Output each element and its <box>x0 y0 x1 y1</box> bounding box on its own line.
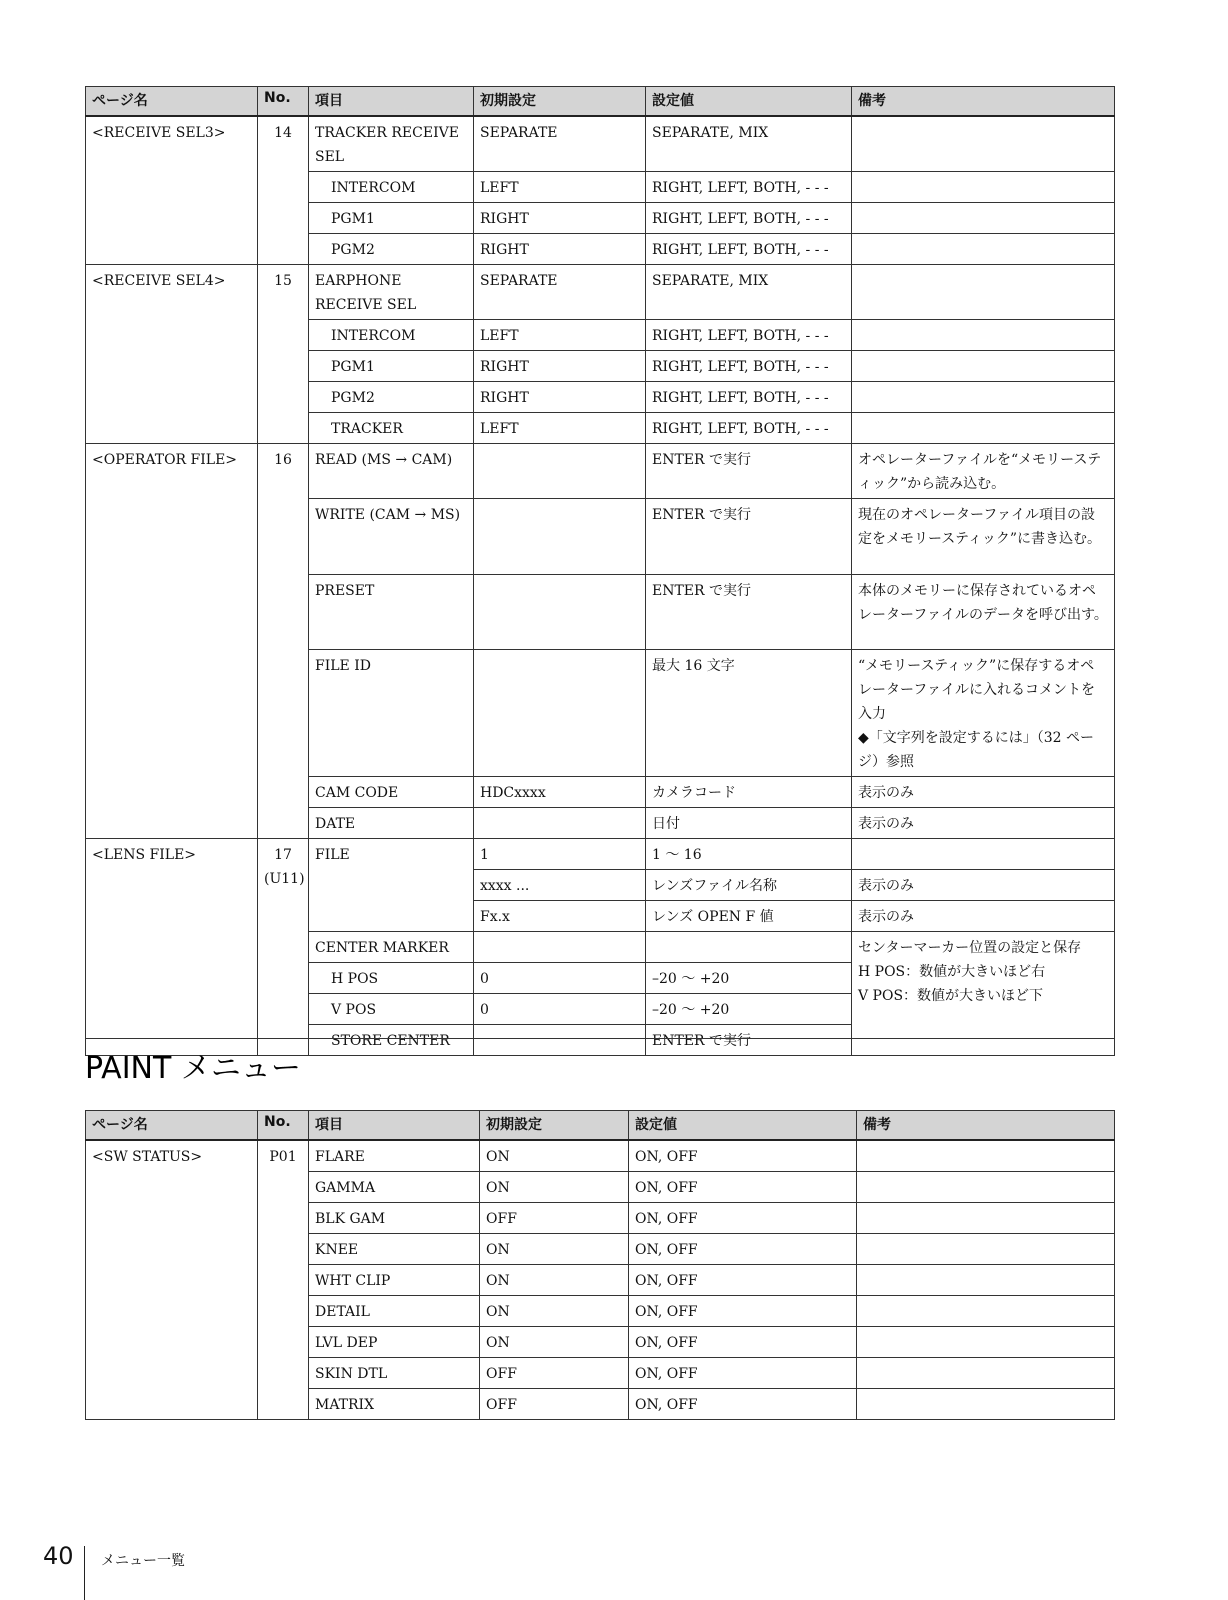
page-reference-note: ◆「文字列を設定するには」（32 ページ）参照 <box>858 730 1095 770</box>
page-name-cell: <OPERATOR FILE> <box>86 444 258 839</box>
value-cell: RIGHT, LEFT, BOTH, - - - <box>646 172 852 203</box>
initial-cell <box>474 1025 646 1056</box>
item-cell: H POS <box>309 963 474 994</box>
initial-cell: ON <box>480 1172 629 1203</box>
value-cell <box>646 932 852 963</box>
remarks-cell: 表示のみ <box>852 870 1115 901</box>
footer-section-label: メニュー一覧 <box>101 1553 185 1569</box>
header-remarks: 備考 <box>857 1111 1115 1141</box>
item-cell: INTERCOM <box>309 320 474 351</box>
header-initial-setting: 初期設定 <box>474 87 646 117</box>
initial-cell: ON <box>480 1265 629 1296</box>
page-number: 40 <box>43 1542 74 1570</box>
value-cell: ON, OFF <box>629 1140 857 1172</box>
remarks-cell: 本体のメモリーに保存されているオペレーターファイルのデータを呼び出す。 <box>852 575 1115 650</box>
value-cell: ON, OFF <box>629 1234 857 1265</box>
item-cell: CENTER MARKER <box>309 932 474 963</box>
number-cell: 14 <box>258 116 309 265</box>
header-page-name: ページ名 <box>86 1111 258 1141</box>
remarks-line: V POS：数値が大きいほど下 <box>858 988 1044 1004</box>
initial-cell <box>474 650 646 777</box>
remarks-cell <box>852 413 1115 444</box>
table-row <box>86 444 1115 499</box>
initial-cell: LEFT <box>474 413 646 444</box>
value-cell: RIGHT, LEFT, BOTH, - - - <box>646 203 852 234</box>
initial-cell: HDCxxxx <box>474 777 646 808</box>
item-cell: FILE ID <box>309 650 474 777</box>
table-row <box>86 839 1115 870</box>
remarks-cell <box>852 351 1115 382</box>
item-cell: V POS <box>309 994 474 1025</box>
initial-cell: RIGHT <box>474 351 646 382</box>
remarks-cell <box>857 1389 1115 1420</box>
value-cell: レンズファイル名称 <box>646 870 852 901</box>
page-name-cell: <LENS FILE> <box>86 839 258 1056</box>
table-header-row <box>86 1111 1115 1141</box>
value-cell: ON, OFF <box>629 1203 857 1234</box>
initial-cell <box>474 575 646 650</box>
menu-table-paint <box>85 1110 1115 1420</box>
header-no: No. <box>258 1111 309 1141</box>
value-cell: 1 ～ 16 <box>646 839 852 870</box>
table-header-row <box>86 87 1115 117</box>
number-cell: 15 <box>258 265 309 444</box>
value-cell: 最大 16 文字 <box>646 650 852 777</box>
value-cell: RIGHT, LEFT, BOTH, - - - <box>646 320 852 351</box>
remarks-cell: 表示のみ <box>852 808 1115 839</box>
initial-cell: 1 <box>474 839 646 870</box>
item-cell: PGM2 <box>309 234 474 265</box>
header-setting-value: 設定値 <box>646 87 852 117</box>
initial-cell: Fx.x <box>474 901 646 932</box>
remarks-cell: 表示のみ <box>852 777 1115 808</box>
item-cell: MATRIX <box>309 1389 480 1420</box>
page-name-cell: <RECEIVE SEL3> <box>86 116 258 265</box>
item-cell: PGM1 <box>309 203 474 234</box>
item-cell: PGM2 <box>309 382 474 413</box>
value-cell: RIGHT, LEFT, BOTH, - - - <box>646 413 852 444</box>
initial-cell: ON <box>480 1327 629 1358</box>
value-cell: ENTER で実行 <box>646 499 852 575</box>
table-row <box>86 116 1115 172</box>
initial-cell: OFF <box>480 1203 629 1234</box>
item-cell: TRACKER RECEIVE SEL <box>309 116 474 172</box>
value-cell: RIGHT, LEFT, BOTH, - - - <box>646 382 852 413</box>
value-cell: ENTER で実行 <box>646 444 852 499</box>
item-cell: FLARE <box>309 1140 480 1172</box>
section-divider <box>85 1038 1114 1039</box>
initial-cell: LEFT <box>474 320 646 351</box>
initial-cell: xxxx ... <box>474 870 646 901</box>
value-cell: SEPARATE, MIX <box>646 116 852 172</box>
item-cell: FILE <box>309 839 474 932</box>
item-cell: SKIN DTL <box>309 1358 480 1389</box>
initial-cell <box>474 808 646 839</box>
section-title: PAINT メニュー <box>85 1051 301 1086</box>
number-cell: 16 <box>258 444 309 839</box>
remarks-cell <box>852 265 1115 320</box>
value-cell: RIGHT, LEFT, BOTH, - - - <box>646 351 852 382</box>
value-cell: ON, OFF <box>629 1172 857 1203</box>
initial-cell: ON <box>480 1296 629 1327</box>
item-cell: EARPHONE RECEIVE SEL <box>309 265 474 320</box>
item-cell: KNEE <box>309 1234 480 1265</box>
header-setting-value: 設定値 <box>629 1111 857 1141</box>
remarks-cell <box>852 234 1115 265</box>
remarks-text: “メモリースティック”に保存するオペレーターファイルに入れるコメントを入力 <box>858 658 1096 722</box>
item-cell: WHT CLIP <box>309 1265 480 1296</box>
value-cell: RIGHT, LEFT, BOTH, - - - <box>646 234 852 265</box>
initial-cell: SEPARATE <box>474 265 646 320</box>
number-subtext: (U11) <box>264 871 305 887</box>
initial-cell <box>474 932 646 963</box>
item-cell: TRACKER <box>309 413 474 444</box>
remarks-cell <box>852 320 1115 351</box>
item-cell: DATE <box>309 808 474 839</box>
item-cell: READ (MS → CAM) <box>309 444 474 499</box>
value-cell: ON, OFF <box>629 1296 857 1327</box>
remarks-cell <box>852 650 1115 777</box>
initial-cell: 0 <box>474 963 646 994</box>
item-cell: PRESET <box>309 575 474 650</box>
header-no: No. <box>258 87 309 117</box>
remarks-cell <box>852 839 1115 870</box>
menu-table-receive-operator-lens <box>85 86 1115 1056</box>
table-row <box>86 1140 1115 1172</box>
header-page-name: ページ名 <box>86 87 258 117</box>
value-cell: ENTER で実行 <box>646 1025 852 1056</box>
value-cell: ON, OFF <box>629 1327 857 1358</box>
initial-cell: SEPARATE <box>474 116 646 172</box>
table-row <box>86 265 1115 320</box>
initial-cell: OFF <box>480 1389 629 1420</box>
remarks-cell <box>852 116 1115 172</box>
initial-cell <box>474 499 646 575</box>
header-initial-setting: 初期設定 <box>480 1111 629 1141</box>
value-cell: –20 ～ +20 <box>646 963 852 994</box>
header-item: 項目 <box>309 87 474 117</box>
header-item: 項目 <box>309 1111 480 1141</box>
number-cell: P01 <box>258 1140 309 1420</box>
value-cell: ON, OFF <box>629 1389 857 1420</box>
item-cell: PGM1 <box>309 351 474 382</box>
remarks-cell <box>857 1265 1115 1296</box>
initial-cell: RIGHT <box>474 382 646 413</box>
remarks-cell <box>852 382 1115 413</box>
value-cell: SEPARATE, MIX <box>646 265 852 320</box>
remarks-cell <box>857 1172 1115 1203</box>
value-cell: –20 ～ +20 <box>646 994 852 1025</box>
footer-divider <box>84 1546 85 1600</box>
item-cell: STORE CENTER <box>309 1025 474 1056</box>
item-cell: GAMMA <box>309 1172 480 1203</box>
remarks-cell <box>857 1327 1115 1358</box>
remarks-line: センターマーカー位置の設定と保存 <box>858 940 1082 956</box>
remarks-cell <box>857 1140 1115 1172</box>
initial-cell: ON <box>480 1234 629 1265</box>
remarks-cell <box>852 203 1115 234</box>
value-cell: ENTER で実行 <box>646 575 852 650</box>
initial-cell <box>474 444 646 499</box>
header-remarks: 備考 <box>852 87 1115 117</box>
value-cell: カメラコード <box>646 777 852 808</box>
page-name-cell: <SW STATUS> <box>86 1140 258 1420</box>
number-cell <box>258 839 309 1056</box>
item-cell: DETAIL <box>309 1296 480 1327</box>
initial-cell: RIGHT <box>474 203 646 234</box>
item-cell: WRITE (CAM → MS) <box>309 499 474 575</box>
item-cell: INTERCOM <box>309 172 474 203</box>
item-cell: CAM CODE <box>309 777 474 808</box>
remarks-cell <box>857 1296 1115 1327</box>
remarks-cell: 表示のみ <box>852 901 1115 932</box>
value-cell: レンズ OPEN F 値 <box>646 901 852 932</box>
page-name-cell: <RECEIVE SEL4> <box>86 265 258 444</box>
value-cell: 日付 <box>646 808 852 839</box>
remarks-cell: オペレーターファイルを“メモリースティック”から読み込む。 <box>852 444 1115 499</box>
remarks-cell <box>857 1203 1115 1234</box>
remarks-cell <box>857 1234 1115 1265</box>
number-text: 17 <box>274 847 292 863</box>
initial-cell: OFF <box>480 1358 629 1389</box>
initial-cell: LEFT <box>474 172 646 203</box>
value-cell: ON, OFF <box>629 1358 857 1389</box>
initial-cell: RIGHT <box>474 234 646 265</box>
item-cell: LVL DEP <box>309 1327 480 1358</box>
remarks-cell <box>852 172 1115 203</box>
initial-cell: ON <box>480 1140 629 1172</box>
remarks-cell <box>857 1358 1115 1389</box>
remarks-cell <box>852 932 1115 1056</box>
remarks-line: H POS：数値が大きいほど右 <box>858 964 1046 980</box>
initial-cell: 0 <box>474 994 646 1025</box>
value-cell: ON, OFF <box>629 1265 857 1296</box>
item-cell: BLK GAM <box>309 1203 480 1234</box>
remarks-cell: 現在のオペレーターファイル項目の設定をメモリースティック”に書き込む。 <box>852 499 1115 575</box>
